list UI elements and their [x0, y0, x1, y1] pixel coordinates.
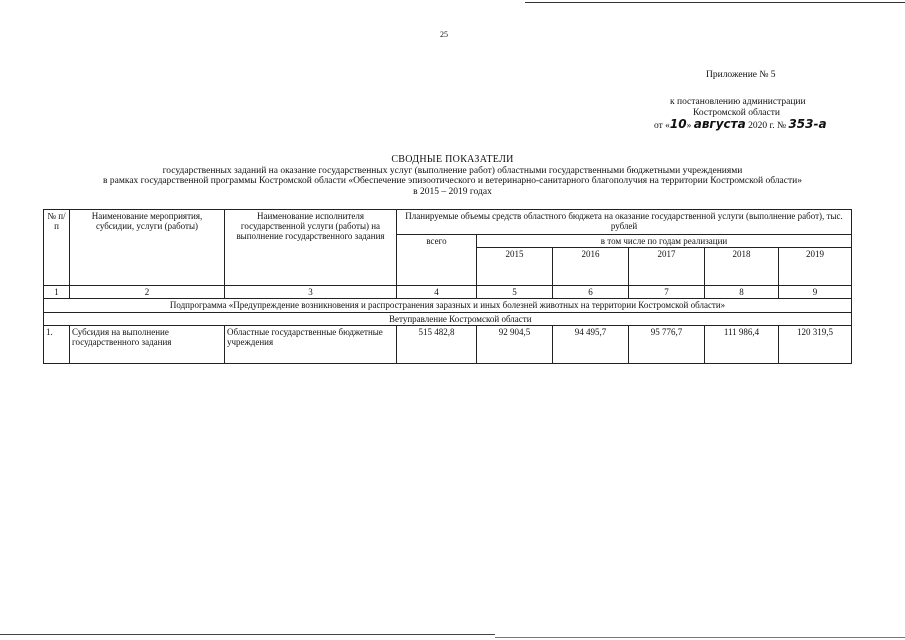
- row-num: 1.: [44, 326, 70, 364]
- table-row: [44, 326, 852, 364]
- col-number: 7: [629, 286, 705, 299]
- row-2019: 120 319,5: [779, 326, 852, 364]
- header-executor: Наименование исполнителя государственной услуги (работы) на выполнение государственного задания: [225, 210, 397, 286]
- header-num: № п/п: [44, 210, 70, 286]
- appendix-label: Приложение № 5: [706, 70, 776, 80]
- scan-edge-line: [0, 634, 495, 635]
- decree-day: 10: [669, 117, 687, 131]
- decree-line-1: к постановлению администрации: [670, 97, 806, 107]
- decree-line-2: Костромской области: [693, 108, 780, 118]
- col-number: 6: [553, 286, 629, 299]
- row-total: 515 482,8: [397, 326, 477, 364]
- col-number: 4: [397, 286, 477, 299]
- col-number: 1: [44, 286, 70, 299]
- decree-number: 353-а: [788, 117, 827, 131]
- title-line-1: государственных заданий на оказание государственных услуг (выполнение работ) областными государственными бюджетными учреждениями: [162, 165, 743, 176]
- row-2017: 95 776,7: [629, 326, 705, 364]
- col-number: 3: [225, 286, 397, 299]
- col-number: 8: [705, 286, 779, 299]
- decree-year: 2020 г. №: [748, 121, 787, 131]
- header-year-2018: 2018: [705, 248, 779, 286]
- col-number: 9: [779, 286, 852, 299]
- title-line-2: в рамках государственной программы Костромской области «Обеспечение эпизоотического и ветеринарно-санитарного благополучия на территории Костромской области»: [103, 176, 802, 186]
- document-title: [30, 155, 875, 197]
- header-year-2017: 2017: [629, 248, 705, 286]
- header-year-2019: 2019: [779, 248, 852, 286]
- header-year-2015: 2015: [477, 248, 553, 286]
- subprogram-row: Подпрограмма «Предупреждение возникновения и распространения заразных и иных болезней животных на территории Костромской области»: [44, 299, 852, 313]
- decree-date-prefix: от «: [654, 121, 670, 131]
- scan-edge-line: [525, 2, 905, 3]
- row-2015: 92 904,5: [477, 326, 553, 364]
- header-year-2016: 2016: [553, 248, 629, 286]
- department-row: Ветуправление Костромской области: [70, 313, 852, 326]
- header-by-years: в том числе по годам реализации: [477, 235, 852, 248]
- col-number: 5: [477, 286, 553, 299]
- header-name: Наименование мероприятия, субсидии, услуги (работы): [70, 210, 225, 286]
- row-executor: Областные государственные бюджетные учреждения: [225, 326, 397, 364]
- decree-line-3: [640, 119, 850, 132]
- decree-date-mid: »: [686, 121, 692, 131]
- row-2016: 94 495,7: [553, 326, 629, 364]
- header-total: всего: [397, 235, 477, 286]
- title-heading: СВОДНЫЕ ПОКАЗАТЕЛИ: [391, 154, 514, 165]
- col-number: 2: [70, 286, 225, 299]
- scan-edge-line: [495, 637, 905, 638]
- row-name: Субсидия на выполнение государственного задания: [70, 326, 225, 364]
- decree-month: августа: [693, 117, 746, 131]
- indicators-table: [43, 209, 852, 364]
- row-2018: 111 986,4: [705, 326, 779, 364]
- page-number: 25: [440, 30, 448, 39]
- header-planned: Планируемые объемы средств областного бюджета на оказание государственной услуги (выполнение работ), тыс. рублей: [397, 210, 852, 235]
- title-line-3: в 2015 – 2019 годах: [413, 186, 492, 197]
- decree-reference: [640, 97, 850, 132]
